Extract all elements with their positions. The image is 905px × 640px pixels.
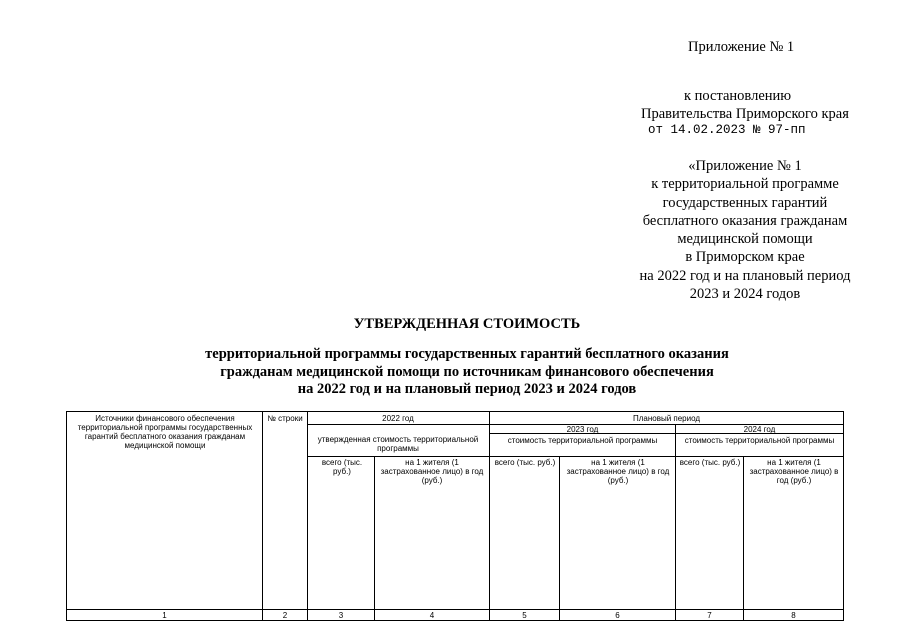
col-sources-header: Источники финансового обеспечения территориальной программы государственных гарантий бесплатного оказания гражданам медицинской помощи	[77, 414, 253, 450]
per-resident-2022-header: на 1 жителя (1 застрахованное лицо) в год (руб.)	[380, 458, 484, 485]
column-number: 6	[615, 611, 620, 620]
cost-program-2024: стоимость территориальной программы	[684, 436, 835, 445]
inner-appendix-line: к территориальной программе	[651, 176, 839, 193]
document-title: УТВЕРЖДЕННАЯ СТОИМОСТЬ	[353, 316, 581, 332]
total-2023-header: всего (тыс. руб.)	[494, 458, 556, 467]
per-resident-2024-header: на 1 жителя (1 застрахованное лицо) в год (руб.)	[749, 458, 839, 485]
planned-period-header: Плановый период	[632, 414, 701, 423]
per-resident-2023-header: на 1 жителя (1 застрахованное лицо) в год (руб.)	[566, 458, 670, 485]
inner-appendix-line: 2023 и 2024 годов	[689, 286, 801, 303]
total-2024-header: всего (тыс. руб.)	[679, 458, 741, 467]
inner-appendix-line: в Приморском крае	[685, 249, 805, 266]
column-number: 3	[338, 611, 344, 620]
date-number: от 14.02.2023 № 97-пп	[648, 123, 806, 137]
column-number: 5	[522, 611, 527, 620]
col-row-number-header: № строки	[267, 414, 303, 423]
approved-cost-header: утвержденная стоимость территориальной программы	[317, 435, 479, 453]
subtitle-line: гражданам медицинской помощи по источникам финансового обеспечения	[220, 363, 714, 380]
column-number: 1	[162, 611, 167, 620]
inner-appendix-line: медицинской помощи	[677, 231, 813, 248]
year-2023-header: 2023 год	[566, 425, 599, 434]
column-number: 4	[429, 611, 435, 620]
column-number: 7	[707, 611, 712, 620]
subtitle-line: территориальной программы государственных гарантий бесплатного оказания	[205, 346, 729, 362]
year-2022-header: 2022 год	[382, 414, 414, 423]
appendix-number: Приложение № 1	[688, 39, 795, 55]
year-2024-header: 2024 год	[743, 425, 776, 434]
inner-appendix-line: государственных гарантий	[662, 194, 828, 211]
column-number: 2	[282, 611, 288, 620]
total-2022-header: всего (тыс. руб.)	[321, 458, 363, 476]
cost-program-2023: стоимость территориальной программы	[507, 436, 658, 445]
column-number: 8	[791, 611, 796, 620]
inner-appendix-line: бесплатного оказания гражданам	[642, 212, 848, 229]
subtitle-line: на 2022 год и на плановый период 2023 и 2024 годов	[297, 381, 637, 397]
government-line: Правительства Приморского края	[641, 106, 849, 122]
inner-appendix-line: на 2022 год и на плановый период	[639, 267, 851, 284]
to-resolution: к постановлению	[684, 88, 792, 104]
inner-appendix-line: «Приложение № 1	[688, 158, 802, 174]
